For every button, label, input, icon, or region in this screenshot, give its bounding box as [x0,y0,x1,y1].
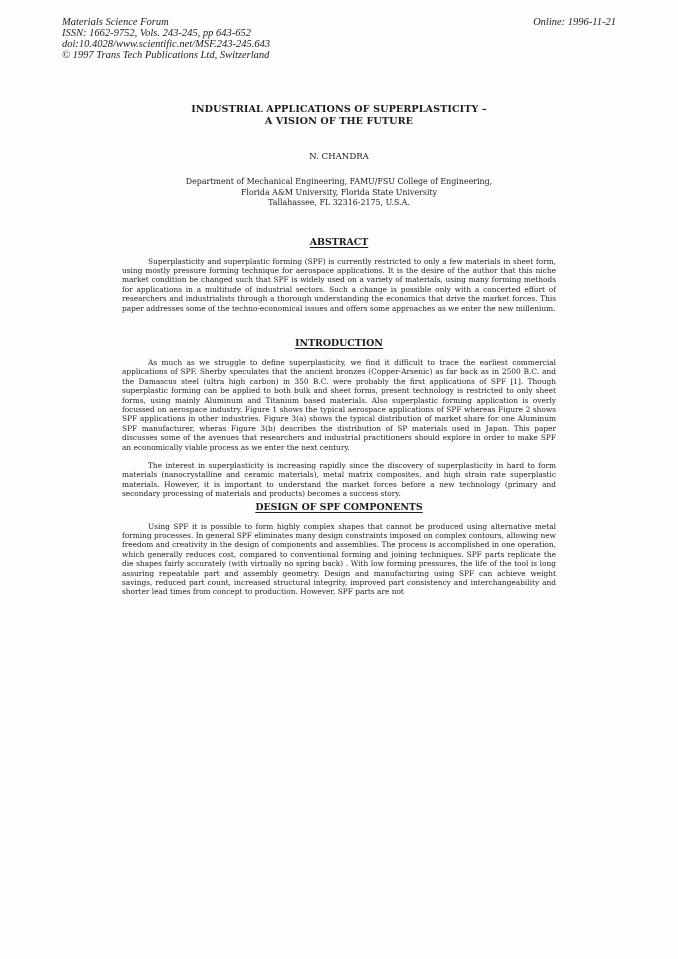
design-paragraph-1: Using SPF it is possible to form highly complex shapes that cannot be produced using alternative metal forming processes. In general SPF eliminates many design constraints imposed on complex contours, allowing new freedom and creativity in the design of components and assemblies. The process is accomplished in one operation, which generally reduces cost, compared to conventional forming and joining techniques. SPF parts replicate the die shapes fairly accurately (with virtually no spring back) . With low forming pressures, the life of the tool is long assuring repeatable part and assembly geometry. Design and manufacturing using SPF can achieve weight savings, reduced part count, increased structural integrity, improved part consistency and interchangeability and shorter lead times from concept to production. However, SPF parts are not [122,521,556,597]
abstract-text: Superplasticity and superplastic forming (SPF) is currently restricted to only a few materials in sheet form, using mostly pressure forming technique for aerospace applications. It is the desire of the author that this niche market condition be changed such that SPF is widely used on a variety of materials, using many forming methods for applications in a multitude of industrial sectors. Such a change is possible only with a concerted effort of researchers and industrialists through a thorough understanding the economics that drive the market forces. This paper addresses some of the techno-economical issues and offers some approaches as we enter the new millenium. [122,256,556,313]
introduction-heading: INTRODUCTION [295,337,383,349]
introduction-paragraph-1: As much as we struggle to define superplasticity, we find it difficult to trace the earliest commercial applications of SPF. Sherby speculates that the ancient bronzes (Copper-Arsenic) as far back as in 2500 B.C. and the Damascus steel (ultra high carbon) in 350 B.C. were probably the first applications of SPF [1]. Though superplastic forming can be applied to both bulk and sheet forms, present technology is restricted to only sheet forms, using mainly Aluminum and Titanium based materials. Also superplastic forming application is overly focussed on aerospace industry. Figure 1 shows the typical aerospace applications of SPF whereas Figure 2 shows SPF applications in other industries. Figure 3(a) shows the typical distribution of market share for one Aluminum SPF manufacturer, wheras Figure 3(b) describes the distribution of SP materials used in Japan. This paper discusses some of the avenues that researchers and industrial practitioners should explore in order to make SPF an economically viable process as we enter the next century. [122,357,556,452]
affiliation-line-2: Florida A&M University, Florida State University [240,187,438,197]
abstract-heading: ABSTRACT [309,236,369,248]
introduction-paragraph-2: The interest in superplasticity is increasing rapidly since the discovery of superplasticity in hard to form materials (nanocrystalline and ceramic materials), metal matrix composites, and high strain rate superplastic materials. However, it is important to understand the market forces before a new technology (primary and secondary processing of materials and products) becomes a success story. [122,461,556,499]
title-line-2: A VISION OF THE FUTURE [264,115,414,127]
copyright-line: © 1997 Trans Tech Publications Ltd, Switzerland [62,50,270,61]
affiliation-line-3: Tallahassee, FL 32316-2175, U.S.A. [268,198,410,207]
journal-name: Materials Science Forum [62,17,169,28]
design-heading: DESIGN OF SPF COMPONENTS [255,501,423,513]
author-name: N. CHANDRA [309,152,369,162]
title-line-1: INDUSTRIAL APPLICATIONS OF SUPERPLASTICITY – [191,104,487,115]
paragraph-gap [122,452,556,461]
affiliation-line-1: Department of Mechanical Engineering, FAMU/FSU College of Engineering, [185,177,493,186]
online-date: Online: 1996-11-21 [533,17,616,28]
affiliation [122,177,556,209]
doi-line[interactable]: doi:10.4028/www.scientific.net/MSF.243-245.643 [62,39,271,50]
paper-title [122,104,556,127]
issn-line: ISSN: 1662-9752, Vols. 243-245, pp 643-652 [62,28,251,39]
paper-body [122,104,556,597]
journal-header [62,17,270,61]
